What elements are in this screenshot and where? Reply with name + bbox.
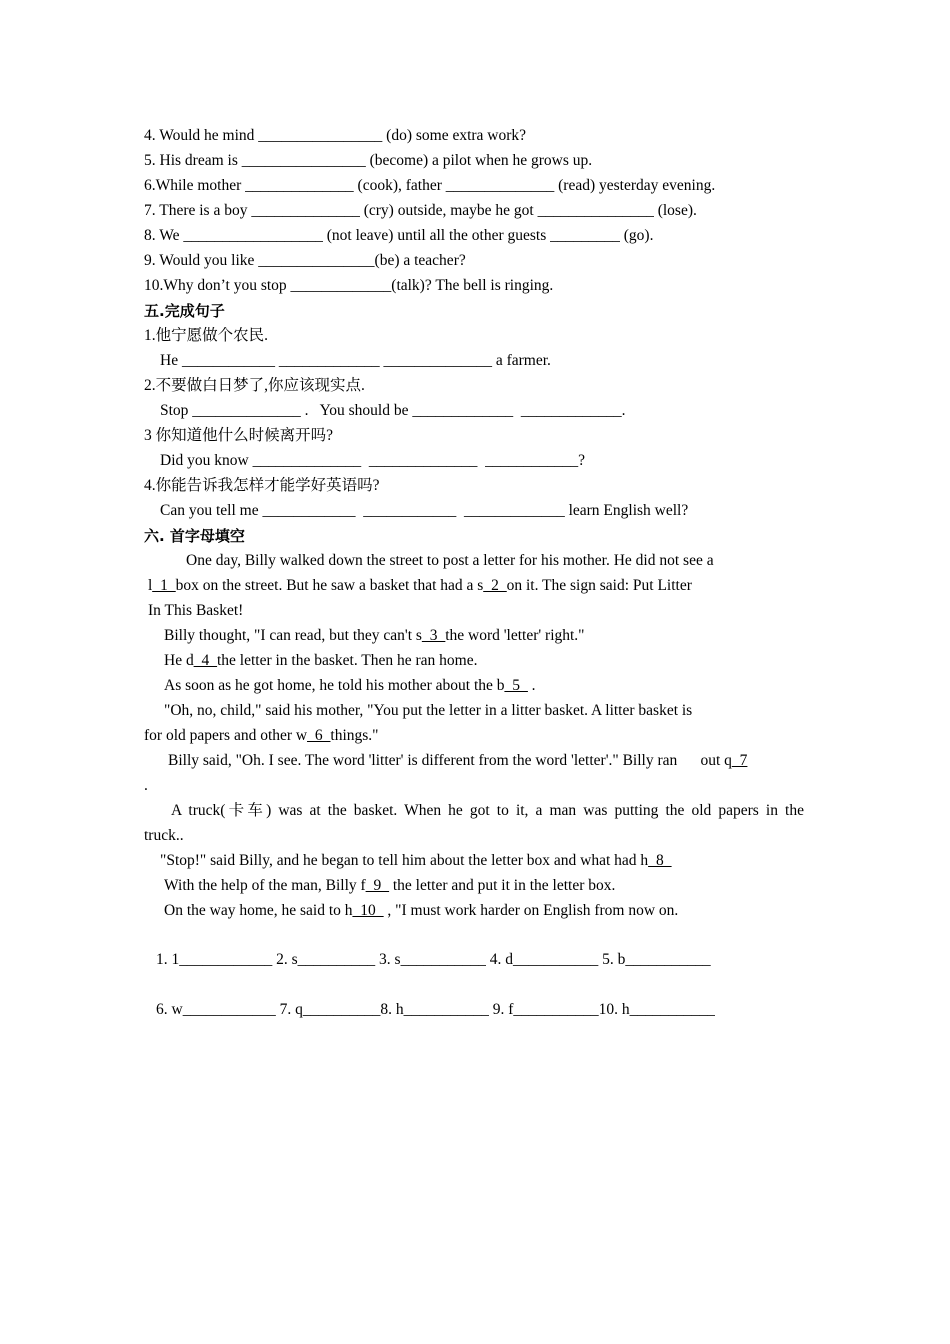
- exercise-item-10: 10.Why don’t you stop _____________(talk)? The bell is ringing.: [144, 277, 554, 294]
- blank-9: _9_: [365, 877, 389, 894]
- passage-line: Billy thought, "I can read, but they can't s_3_the word 'letter' right.": [164, 627, 585, 644]
- passage-line: "Stop!" said Billy, and he began to tell him about the letter box and what had h_8_: [160, 852, 672, 869]
- sentence-1-chinese: 1.他宁愿做个农民.: [144, 327, 269, 344]
- passage-line: Billy said, "Oh. I see. The word 'litter' is different from the word 'letter'." Billy ran out q_7: [168, 752, 748, 769]
- sentence-4-english: Can you tell me ____________ ____________ _____________ learn English well?: [160, 502, 689, 519]
- exercise-item-4: 4. Would he mind ________________ (do) some extra work?: [144, 127, 527, 144]
- section6-heading: 六. 首字母填空: [144, 527, 245, 545]
- sentence-3-chinese: 3 你知道他什么时候离开吗?: [144, 427, 334, 444]
- passage-line: One day, Billy walked down the street to post a letter for his mother. He did not see a: [186, 552, 714, 569]
- passage-line: As soon as he got home, he told his mother about the b_5_ .: [164, 677, 536, 694]
- blank-3: _3_: [421, 627, 446, 644]
- passage-line: .: [144, 777, 148, 794]
- sentence-1-english: He ____________ _____________ ______________ a farmer.: [160, 352, 551, 369]
- passage-line: l_1_box on the street. But he saw a basket that had a s_2_on it. The sign said: Put Litter: [148, 577, 692, 594]
- passage-line: With the help of the man, Billy f_9_ the letter and put it in the letter box.: [164, 877, 616, 894]
- sentence-4-chinese: 4.你能告诉我怎样才能学好英语吗?: [144, 477, 380, 494]
- passage-line: A truck(卡车) was at the basket. When he got to it, a man was putting the old papers in the: [171, 802, 804, 819]
- passage-line: On the way home, he said to h_10_ , "I must work harder on English from now on.: [164, 902, 679, 919]
- sentence-2-english: Stop ______________ . You should be _____________ _____________.: [160, 402, 626, 419]
- exercise-item-7: 7. There is a boy ______________ (cry) outside, maybe he got _______________ (lose).: [144, 202, 697, 219]
- blank-5: _5_: [504, 677, 528, 694]
- exercise-item-6: 6.While mother ______________ (cook), father ______________ (read) yesterday evening.: [144, 177, 716, 194]
- sentence-2-chinese: 2.不要做白日梦了,你应该现实点.: [144, 377, 365, 394]
- passage-line: truck..: [144, 827, 184, 844]
- blank-6: _6_: [307, 727, 331, 744]
- passage-line: He d_4_the letter in the basket. Then he ran home.: [164, 652, 478, 669]
- section5-heading: 五.完成句子: [144, 302, 225, 320]
- answer-row-1: 1. 1____________ 2. s__________ 3. s___________ 4. d___________ 5. b___________: [156, 951, 711, 968]
- passage-line: In This Basket!: [148, 602, 244, 619]
- exercise-item-8: 8. We __________________ (not leave) until all the other guests _________ (go).: [144, 227, 654, 244]
- answer-row-2: 6. w____________ 7. q__________8. h___________ 9. f___________10. h___________: [156, 1001, 715, 1018]
- exercise-item-5: 5. His dream is ________________ (become) a pilot when he grows up.: [144, 152, 593, 169]
- blank-2: _2_: [483, 577, 507, 594]
- blank-7: _7: [731, 752, 748, 769]
- blank-8: _8_: [648, 852, 672, 869]
- blank-4: _4_: [193, 652, 217, 669]
- passage-line: "Oh, no, child," said his mother, "You put the letter in a litter basket. A litter basket is: [164, 702, 693, 719]
- exercise-item-9: 9. Would you like _______________(be) a teacher?: [144, 252, 466, 269]
- sentence-3-english: Did you know ______________ ______________ ____________?: [160, 452, 585, 469]
- blank-1: _1_: [152, 577, 176, 594]
- blank-10: _10_: [352, 902, 384, 919]
- passage-line: for old papers and other w_6_things.": [144, 727, 379, 744]
